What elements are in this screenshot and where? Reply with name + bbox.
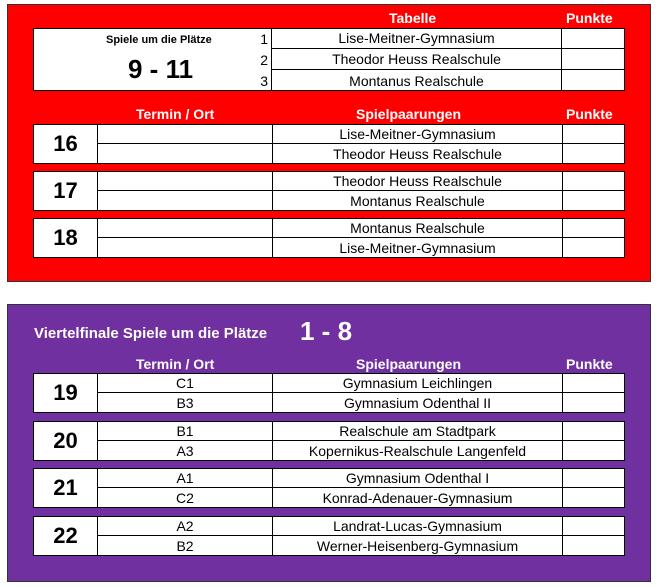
- placement-range: 9 - 11: [128, 54, 194, 84]
- match-team: Theodor Heuss Realschule: [272, 172, 562, 191]
- match-termin: [97, 125, 272, 144]
- match-points[interactable]: [562, 238, 624, 257]
- standing-points[interactable]: [561, 28, 625, 49]
- standing-team: Montanus Realschule: [271, 70, 561, 91]
- match-block: [33, 218, 625, 258]
- match-termin: A1: [97, 469, 272, 488]
- match-number: 20: [53, 428, 78, 453]
- standing-team: Theodor Heuss Realschule: [271, 49, 561, 70]
- quarterfinal-range: 1 - 8: [300, 316, 353, 346]
- match-team: Montanus Realschule: [272, 191, 562, 210]
- match-number: 19: [53, 380, 78, 405]
- match-number: 22: [53, 523, 78, 548]
- standing-points[interactable]: [561, 70, 625, 91]
- match-points[interactable]: [562, 469, 624, 488]
- match-points[interactable]: [562, 172, 624, 191]
- match-termin: C1: [97, 374, 272, 393]
- standing-position: 1: [260, 30, 268, 47]
- match-team: Lise-Meitner-Gymnasium: [272, 238, 562, 257]
- match-points[interactable]: [562, 125, 624, 144]
- standings-table: [250, 28, 625, 91]
- standing-team: Lise-Meitner-Gymnasium: [271, 28, 561, 49]
- match-points[interactable]: [562, 144, 624, 163]
- match-points[interactable]: [562, 393, 624, 412]
- match-block: [33, 171, 625, 211]
- match-team: Lise-Meitner-Gymnasium: [272, 125, 562, 144]
- match-team: Werner-Heisenberg-Gymnasium: [272, 536, 562, 555]
- match-points[interactable]: [562, 374, 624, 393]
- match-points[interactable]: [562, 441, 624, 460]
- header-table: Tabelle: [389, 10, 437, 26]
- match-number: 17: [53, 178, 78, 203]
- standing-position: 3: [260, 72, 268, 89]
- header-pairings: Spielpaarungen: [356, 106, 462, 122]
- match-block: [33, 421, 625, 461]
- match-termin: B3: [97, 393, 272, 412]
- match-points[interactable]: [562, 422, 624, 441]
- match-points[interactable]: [562, 219, 624, 238]
- q-header-points: Punkte: [566, 356, 613, 372]
- match-termin: [97, 219, 272, 238]
- match-termin: [97, 238, 272, 257]
- match-team: Gymnasium Odenthal II: [272, 393, 562, 412]
- match-termin: [97, 144, 272, 163]
- standing-points[interactable]: [561, 49, 625, 70]
- quarterfinal-title: Viertelfinale Spiele um die Plätze: [34, 325, 268, 342]
- standing-position: 2: [260, 51, 268, 68]
- match-points[interactable]: [562, 191, 624, 210]
- q-header-termin: Termin / Ort: [136, 356, 215, 372]
- match-block: [33, 124, 625, 164]
- match-points[interactable]: [562, 517, 624, 536]
- header-termin: Termin / Ort: [136, 106, 215, 122]
- match-block: [33, 468, 625, 508]
- match-termin: [97, 172, 272, 191]
- match-team: Gymnasium Odenthal I: [272, 469, 562, 488]
- match-team: Gymnasium Leichlingen: [272, 374, 562, 393]
- match-number: 21: [53, 475, 78, 500]
- header-points-matches: Punkte: [566, 106, 613, 122]
- match-termin: B1: [97, 422, 272, 441]
- match-team: Theodor Heuss Realschule: [272, 144, 562, 163]
- match-points[interactable]: [562, 536, 624, 555]
- match-team: Montanus Realschule: [272, 219, 562, 238]
- match-termin: A3: [97, 441, 272, 460]
- match-termin: A2: [97, 517, 272, 536]
- q-header-pairings: Spielpaarungen: [356, 356, 462, 372]
- match-team: Realschule am Stadtpark: [272, 422, 562, 441]
- match-team: Konrad-Adenauer-Gymnasium: [272, 488, 562, 507]
- match-team: Landrat-Lucas-Gymnasium: [272, 517, 562, 536]
- placement-label: Spiele um die Plätze: [106, 34, 212, 46]
- match-termin: C2: [97, 488, 272, 507]
- header-points: Punkte: [566, 10, 613, 26]
- match-block: [33, 516, 625, 556]
- match-block: [33, 373, 625, 413]
- match-termin: B2: [97, 536, 272, 555]
- match-number: 18: [53, 225, 78, 250]
- match-points[interactable]: [562, 488, 624, 507]
- match-number: 16: [53, 131, 78, 156]
- match-termin: [97, 191, 272, 210]
- match-team: Kopernikus-Realschule Langenfeld: [272, 441, 562, 460]
